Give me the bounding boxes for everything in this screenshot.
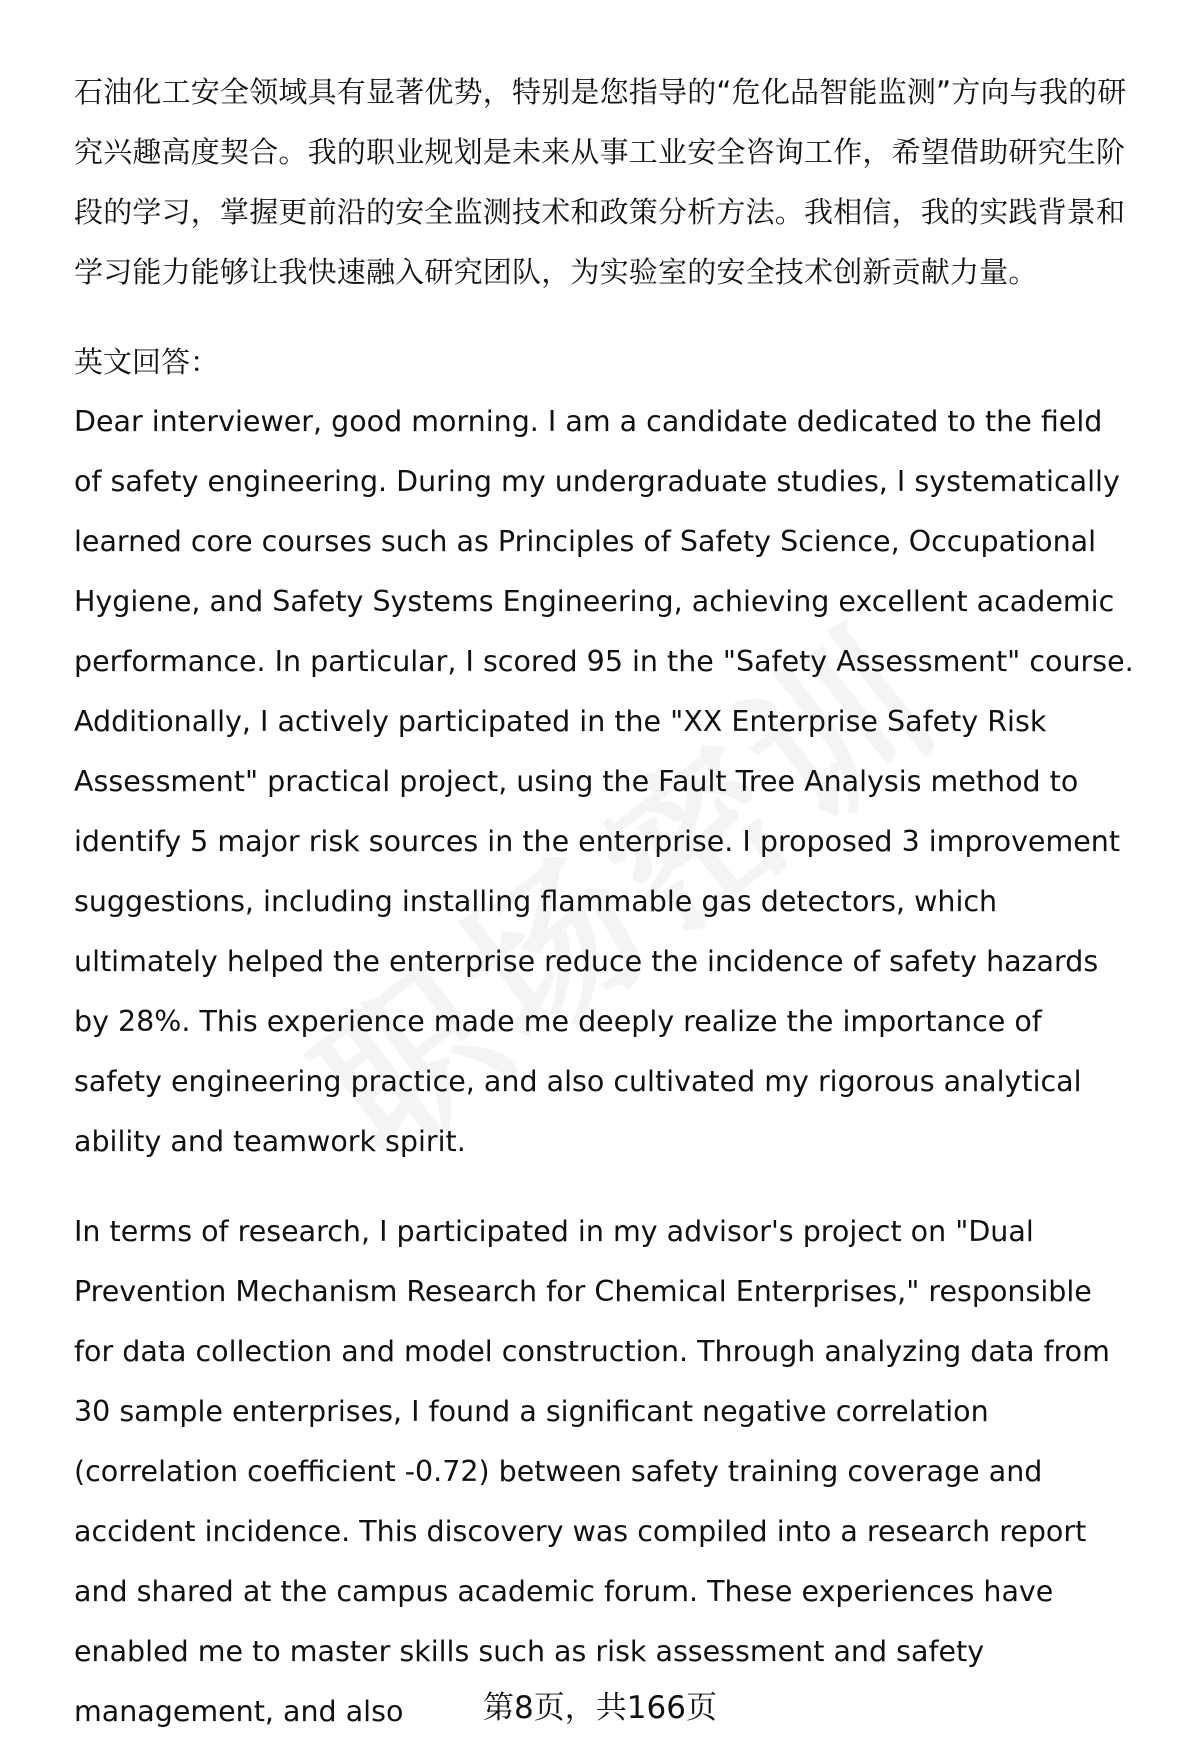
page-number-footer: 第8页，共166页 <box>483 1690 717 1726</box>
document-body <box>74 62 1134 1742</box>
chinese-answer-paragraph: 石油化工安全领域具有显著优势，特别是您指导的“危化品智能监测”方向与我的研究兴趣高度契合。我的职业规划是未来从事工业安全咨询工作，希望借助研究生阶段的学习，掌握更前沿的安全监测技术和政策分析方法。我相信，我的实践背景和学习能力能够让我快速融入研究团队，为实验室的安全技术创新贡献力量。 <box>74 75 1127 289</box>
english-answer-paragraph-1: Dear interviewer, good morning. I am a candidate dedicated to the field of safety engineering. During my undergraduate studies, I systematically learned core courses such as Principles of Safety Science, Occupational Hygiene, and Safety Systems Engineering, achieving excellent academic performance. In particular, I scored 95 in the "Safety Assessment" course. Additionally, I actively participated in the "XX Enterprise Safety Risk Assessment" practical project, using the Fault Tree Analysis method to identify 5 major risk sources in the enterprise. I proposed 3 improvement suggestions, including installing flammable gas detectors, which ultimately helped the enterprise reduce the incidence of safety hazards by 28%. This experience made me deeply realize the importance of safety engineering practice, and also cultivated my rigorous analytical ability and teamwork spirit. <box>74 405 1134 1158</box>
paragraph-spacer <box>74 302 1134 332</box>
paragraph-spacer <box>74 1172 1134 1202</box>
english-answer-paragraph-2: In terms of research, I participated in my advisor's project on "Dual Prevention Mechanism Research for Chemical Enterprises," responsible for data collection and model construction. Through analyzing data from 30 sample enterprises, I found a significant negative correlation (correlation coefficient -0.72) between safety training coverage and accident incidence. This discovery was compiled into a research report and shared at the campus academic forum. These experiences have enabled me to master skills such as risk assessment and safety management, and also <box>74 1215 1110 1728</box>
english-answer-label: 英文回答： <box>74 345 220 379</box>
